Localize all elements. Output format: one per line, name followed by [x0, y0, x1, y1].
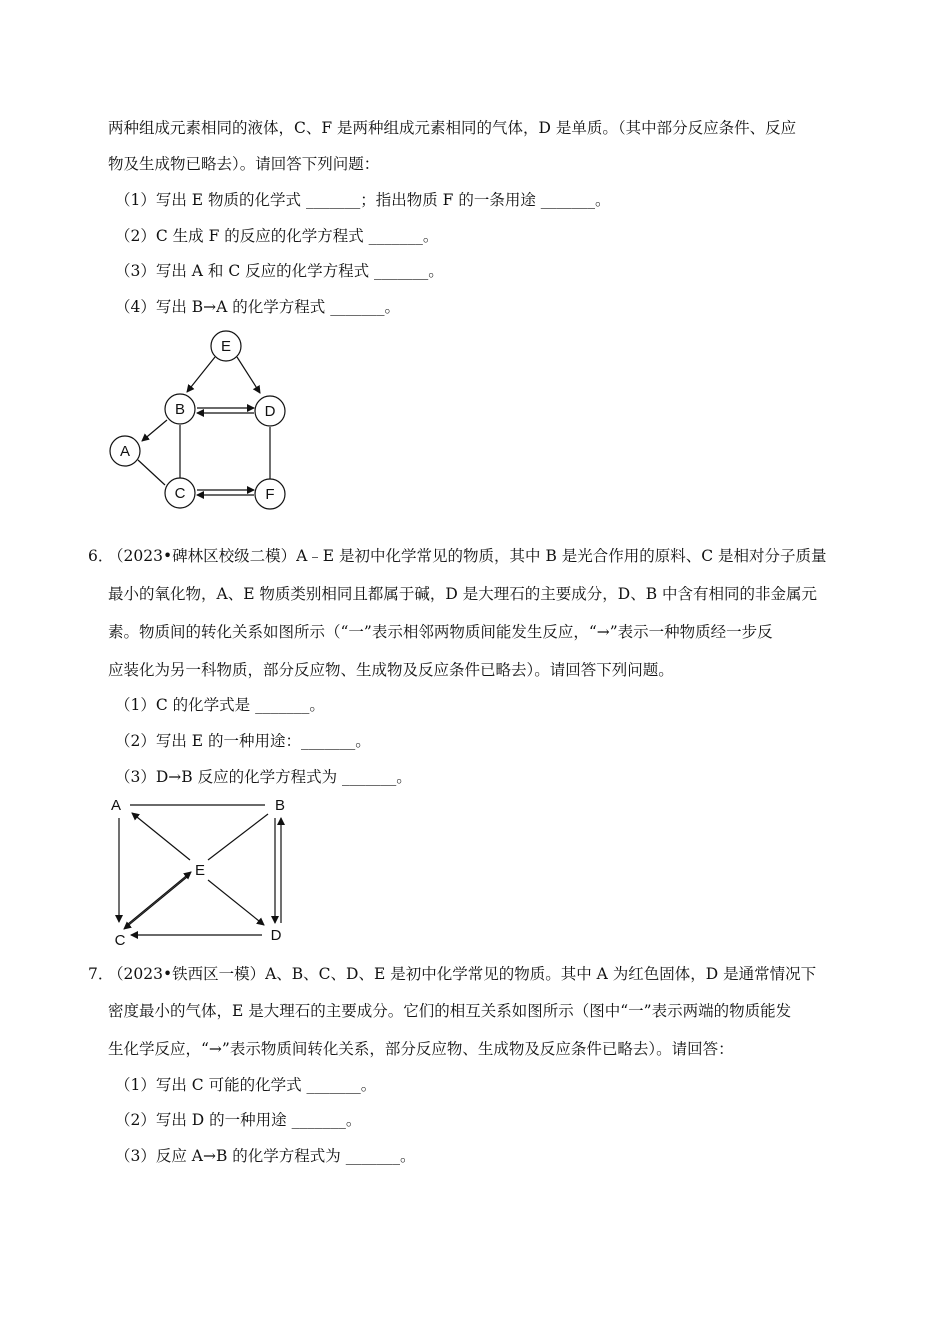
q5-intro-line-2: 物及生成物已略去）。请回答下列问题： — [108, 155, 380, 173]
q5-intro-line-1: 两种组成元素相同的液体，C、F 是两种组成元素相同的气体，D 是单质。（其中部分反应条件、反应 — [108, 119, 797, 137]
q6-diagram — [100, 792, 300, 952]
q6-node-a: A — [110, 797, 122, 814]
q5-arrow-e-b — [187, 357, 215, 392]
q6-intro-line-1: （2023•碑林区校级二模）A﹣E 是初中化学常见的物质，其中 B 是光合作用的原料、C 是相对分子质量 — [108, 547, 827, 565]
q6-intro-line-3: 素。物质间的转化关系如图所示（“一”表示相邻两物质间能发生反应，“→”表示一种物质经一步反 — [108, 623, 773, 641]
q5-arrow-e-d — [237, 357, 260, 393]
q5-node-d: D — [264, 403, 276, 420]
q5-sub-1: （1）写出 E 物质的化学式 _______；指出物质 F 的一条用途 _______。 — [115, 191, 611, 209]
q6-intro-line-2: 最小的氧化物，A、E 物质类别相同且都属于碱，D 是大理石的主要成分，D、B 中含有相同的非金属元 — [108, 585, 818, 603]
q6-node-e: E — [194, 862, 206, 879]
q5-node-c: C — [174, 485, 186, 502]
q5-node-a: A — [119, 443, 131, 460]
q6-line-e-b — [208, 814, 268, 860]
q5-sub-3: （3）写出 A 和 C 反应的化学方程式 _______。 — [115, 262, 444, 280]
q6-number: 6． — [88, 547, 114, 565]
q6-intro-line-4: 应装化为另一科物质，部分反应物、生成物及反应条件已略去）。请回答下列问题。 — [108, 661, 674, 679]
q7-intro-line-3: 生化学反应，“→”表示物质间转化关系，部分反应物、生成物及反应条件已略去）。请回答： — [108, 1040, 734, 1058]
q5-node-f: F — [265, 486, 275, 503]
q7-intro-line-1: （2023•铁西区一模）A、B、C、D、E 是初中化学常见的物质。其中 A 为红色固体，D 是通常情况下 — [108, 965, 817, 983]
q7-intro-line-2: 密度最小的气体，E 是大理石的主要成分。它们的相互关系如图所示（图中“一”表示两端的物质能发 — [108, 1002, 792, 1020]
q6-arrow-c-e — [128, 872, 191, 924]
q7-sub-2: （2）写出 D 的一种用途 _______。 — [115, 1111, 362, 1129]
q5-line-a-c — [138, 460, 165, 485]
q6-node-d: D — [270, 927, 282, 944]
q5-sub-2: （2）C 生成 F 的反应的化学方程式 _______。 — [115, 227, 439, 245]
q6-node-c: C — [114, 932, 126, 949]
q5-arrow-b-a — [142, 420, 167, 441]
q7-number: 7． — [88, 965, 114, 983]
q7-sub-1: （1）写出 C 可能的化学式 _______。 — [115, 1076, 377, 1094]
q5-node-b: B — [174, 401, 186, 418]
q6-arrow-e-c — [124, 877, 187, 929]
q6-node-b: B — [274, 797, 286, 814]
q6-sub-3: （3）D→B 反应的化学方程式为 _______。 — [115, 768, 412, 786]
q5-diagram — [100, 325, 300, 515]
q5-node-e: E — [220, 338, 232, 355]
q6-sub-1: （1）C 的化学式是 _______。 — [115, 696, 325, 714]
q5-sub-4: （4）写出 B→A 的化学方程式 _______。 — [115, 298, 400, 316]
q6-sub-2: （2）写出 E 的一种用途：_______。 — [115, 732, 371, 750]
q6-arrow-e-a — [132, 813, 190, 860]
q7-sub-3: （3）反应 A→B 的化学方程式为 _______。 — [115, 1147, 416, 1165]
q6-arrow-e-d — [208, 880, 264, 925]
